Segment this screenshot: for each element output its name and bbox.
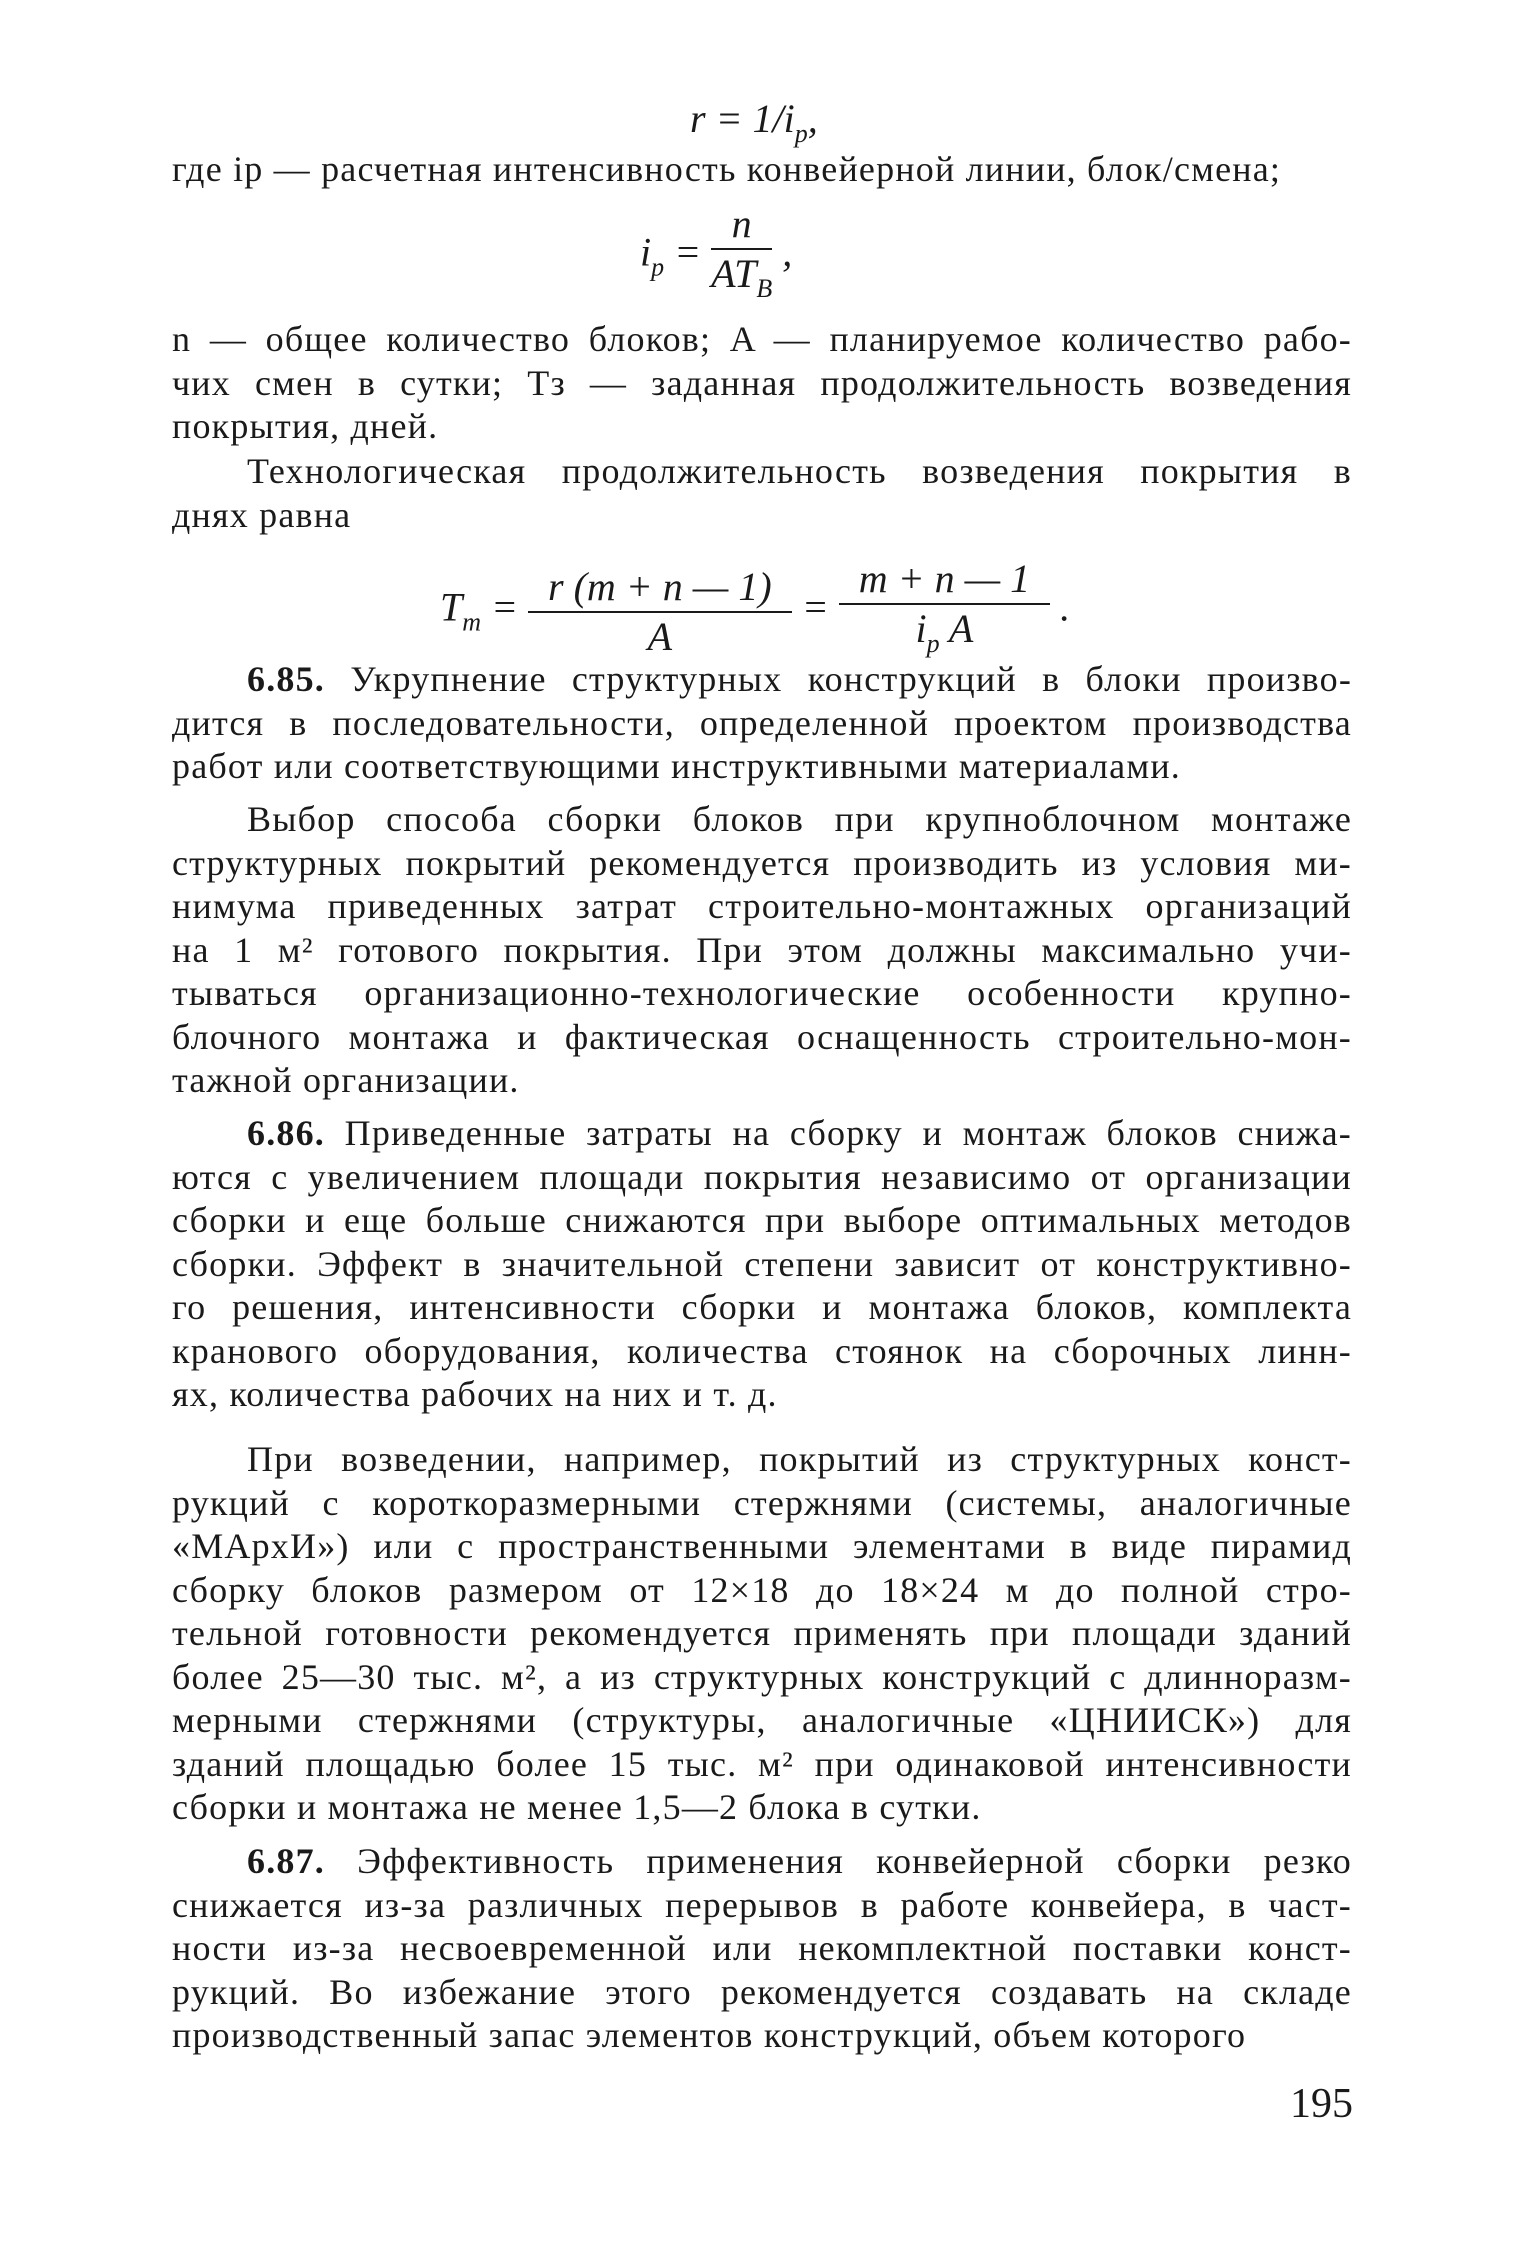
formula-ip-den-text: AT [711,251,757,296]
formula-tt-frac2-numerator: m + n — 1 [839,555,1050,605]
paragraph-line: на 1 м² готового покрытия. При этом должны максимально учи- [172,929,1352,970]
formula-tt-frac2-den-sub: p [926,629,940,658]
formula-tt-lhs: T [440,584,463,630]
paragraph-line: тажной организации. [172,1060,520,1100]
formula-ip-eq: = [674,229,702,275]
formula-ip-lhs-sub: p [651,252,665,282]
paragraph-line: блочного монтажа и фактическая оснащенность строительно-мон- [172,1016,1352,1057]
paragraph-block-selection [172,798,1352,1103]
paragraph-line: ности из-за несвоевременной или некомплектной поставки конст- [172,1928,1352,1968]
formula-ip-den-sub: B [756,274,773,303]
paragraph-line: снижается из-за различных перерывов в работе конвейера, в част- [172,1884,1352,1925]
definitions-paragraph [172,318,1352,449]
paragraph-line: рукций с короткоразмерными стержнями (системы, аналогичные [172,1482,1352,1523]
paragraph-text: Эффективность применения конвейерной сборки резко [357,1841,1352,1881]
paragraph-line: При возведении, например, покрытий из структурных конст- [247,1439,1352,1479]
formula-tt-fraction-2 [839,555,1050,668]
where-line: где iр — расчетная интенсивность конвейерной линии, блок/смена; [172,149,1282,189]
paragraph-line [172,658,1352,702]
formula-tt-lhs-sub: т [462,607,482,637]
formula-r-end: , [807,96,818,141]
paragraph-line: сборку блоков размером от 12×18 до 18×24 м до полной стро- [172,1569,1352,1610]
formula-r-text: r = 1/i [690,96,795,141]
paragraph-line: дится в последовательности, определенной проектом производства [172,702,1352,743]
formula-r-sub: p [794,119,808,148]
paragraph-construction-example [172,1438,1352,1830]
tech-duration-paragraph [172,450,1352,537]
paragraph-line: более 25—30 тыс. м², а из структурных конструкций с длинноразм- [172,1656,1352,1697]
formula-ip-denominator [711,250,772,313]
paragraph-number: 6.85. [247,659,325,699]
paragraph-text: Приведенные затраты на сборку и монтаж блоков снижа- [344,1113,1352,1153]
formula-tt-eq2: = [801,584,829,630]
paragraph-line: ются с увеличением площади покрытия независимо от организации [172,1156,1352,1197]
formula-ip [640,200,792,313]
paragraph-line: структурных покрытий рекомендуется производить из условия ми- [172,842,1352,883]
definitions-line: чих смен в сутки; Tз — заданная продолжительность возведения [172,362,1352,403]
paragraph-line: ях, количества рабочих на них и т. д. [172,1374,778,1414]
formula-ip-numerator: n [711,200,772,250]
paragraph-line: сборки. Эффект в значительной степени зависит от конструктивно- [172,1243,1352,1284]
paragraph-line: мерными стержнями (структуры, аналогичные «ЦНИИСК») для [172,1700,1352,1740]
paragraph-number: 6.86. [247,1113,325,1153]
paragraph-line: Выбор способа сборки блоков при крупноблочном монтаже [247,799,1352,839]
formula-ip-end: , [782,229,793,275]
formula-ip-lhs: i [640,229,652,275]
paragraph-line [172,1840,1352,1884]
paragraph-line [172,1112,1352,1156]
paragraph-line: сборки и монтажа не менее 1,5—2 блока в сутки. [172,1787,982,1827]
definitions-line: покрытия, дней. [172,406,439,446]
formula-ip-fraction [711,200,772,313]
formula-r [690,95,818,149]
paragraph-line: кранового оборудования, количества стоянок на сборочных линн- [172,1330,1352,1371]
paragraph-line: зданий площадью более 15 тыс. м² при одинаковой интенсивности [172,1743,1352,1784]
paragraph-line: тельной готовности рекомендуется применять при площади зданий [172,1613,1352,1653]
formula-tt-end: . [1060,584,1071,630]
paragraph-line: работ или соответствующими инструктивными материалами. [172,746,1181,786]
formula-tt-fraction-1 [528,563,792,661]
paragraph-line: го решения, интенсивности сборки и монтажа блоков, комплекта [172,1287,1352,1327]
formula-tt-frac1-numerator: r (m + n — 1) [528,563,792,613]
formula-tt [440,555,1070,668]
paragraph-line: производственный запас элементов конструкций, объем которого [172,2015,1247,2055]
formula-tt-frac1-denominator: A [647,613,673,659]
paragraph-6-86 [172,1112,1352,1417]
paragraph-6-85 [172,658,1352,789]
paragraph-line: нимума приведенных затрат строительно-монтажных организаций [172,886,1352,926]
formula-tt-frac2-den-text: i [915,606,927,651]
paragraph-number: 6.87. [247,1841,325,1881]
where-line-block [172,148,1352,192]
tech-duration-line: Технологическая продолжительность возведения покрытия в [247,451,1352,491]
paragraph-6-87 [172,1840,1352,2058]
tech-duration-line: днях равна [172,494,352,535]
paragraph-line: тываться организационно-технологические особенности крупно- [172,973,1352,1013]
formula-tt-eq1: = [491,584,519,630]
definitions-line: n — общее количество блоков; A — планируемое количество рабо- [172,319,1352,359]
paragraph-text: Укрупнение структурных конструкций в блоки произво- [350,659,1353,699]
paragraph-line: сборки и еще больше снижаются при выборе оптимальных методов [172,1200,1352,1240]
page-number: 195 [1290,2081,1353,2127]
paragraph-line: рукций. Во избежание этого рекомендуется создавать на складе [172,1971,1352,2012]
formula-tt-frac2-den-tail: A [939,606,974,651]
paragraph-line: «МАрхИ») или с пространственными элементами в виде пирамид [172,1526,1352,1566]
